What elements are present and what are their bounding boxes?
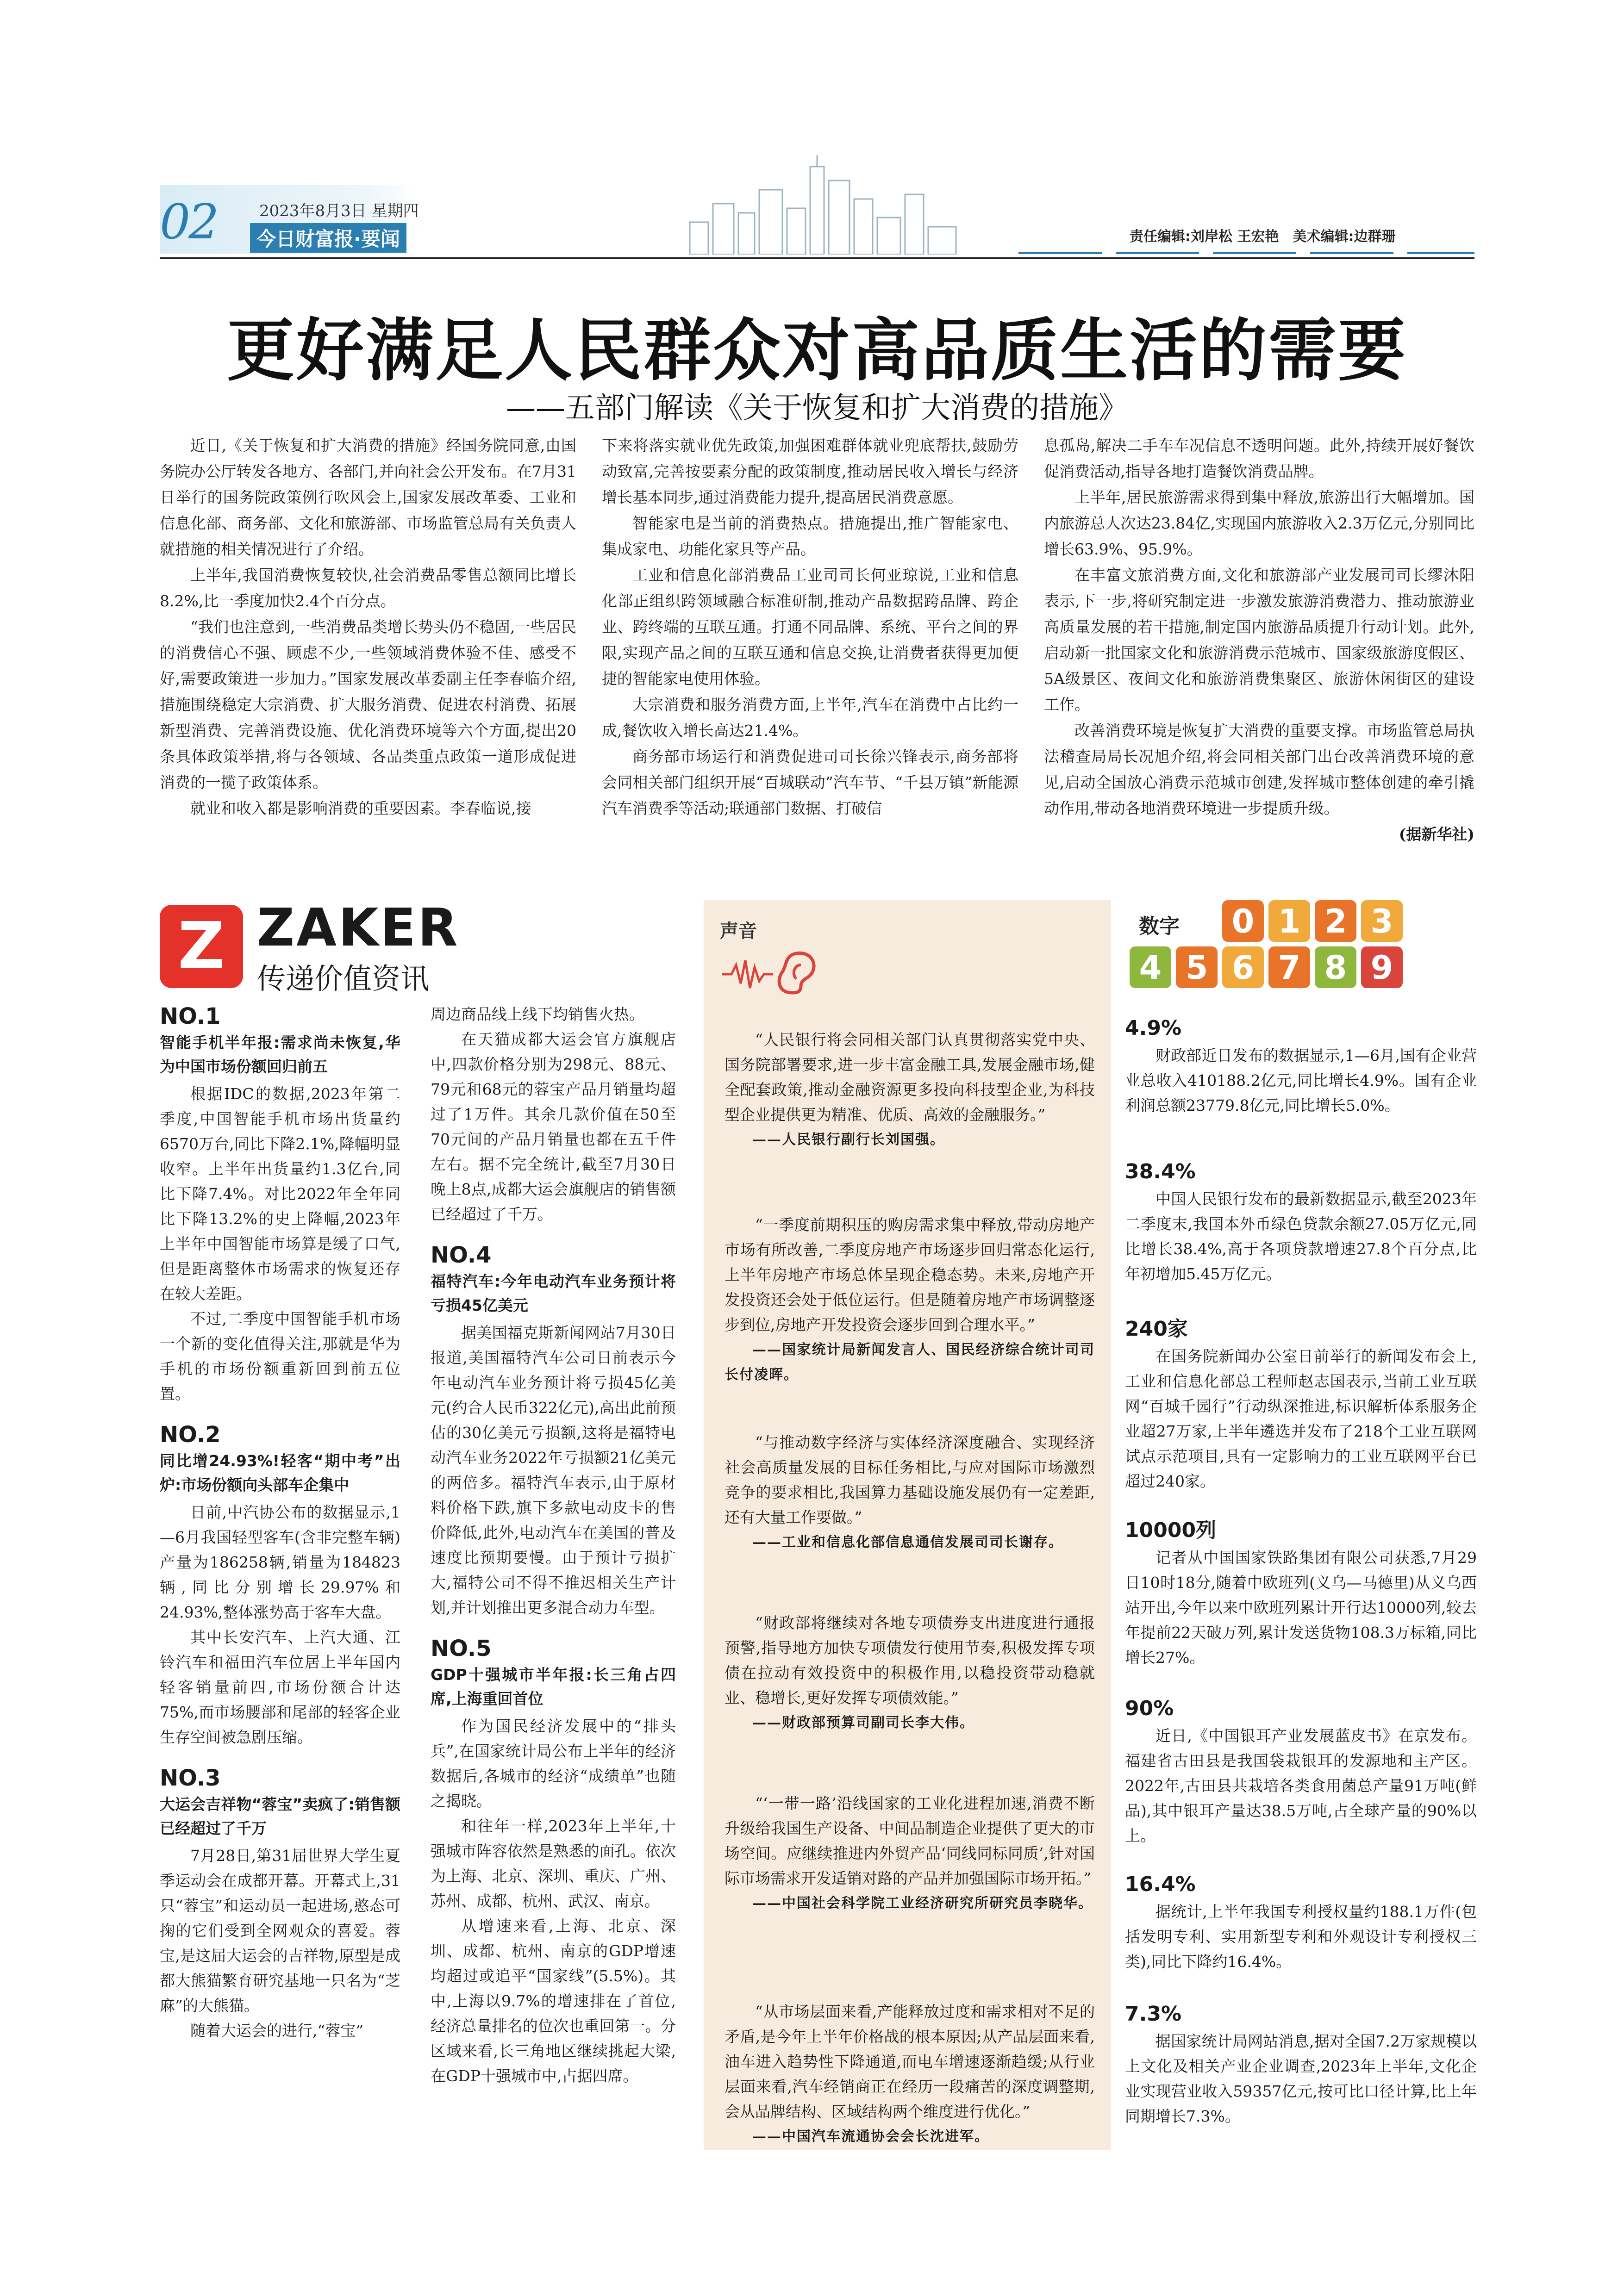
paragraph: 息孤岛,解决二手车车况信息不透明问题。此外,持续开展好餐饮促消费活动,指导各地打造餐饮消费品牌。 [1044,436,1474,480]
paragraph: 从增速来看,上海、北京、深圳、成都、杭州、南京的GDP增速均超过或追平“国家线”(5.5%)。其中,上海以9.7%的增速排在了首位,经济总量排名的位次也重回第一。分区域来看,长三角地区继续挑起大梁,在GDP十强城市中,占据四席。 [431,1917,676,2085]
stat-item [1125,1014,1477,1118]
quote-speaker: ——财政部预算司副司长李大伟。 [752,1715,974,1731]
paper-section: 今日财富报·要闻 [250,223,406,253]
numbers-label: 数字 [1139,915,1180,938]
news-number: NO.2 [160,1422,221,1448]
number-tile-3: 3 [1361,900,1403,942]
paragraph: 下来将落实就业优先政策,加强困难群体就业兜底帮扶,鼓励劳动致富,完善按要素分配的政策制度,推动居民收入增长与经济增长基本同步,通过消费能力提升,提高居民消费意愿。 [602,436,1018,506]
paragraph: 根据IDC的数据,2023年第二季度,中国智能手机市场出货量约6570万台,同比下降2.1%,降幅明显收窄。上半年出货量约1.3亿台,同比下降7.4%。对比2022年全年同比下降13.2%的史上降幅,2023年上半年中国智能市场算是缓了口气,但是距离整体市场需求的恢复还存在较大差距。 [160,1085,400,1303]
voice-quote-5 [725,1791,1095,1916]
quote-text: “人民银行将会同相关部门认真贯彻落实党中央、国务院部署要求,进一步丰富金融工具,发展金融市场,健全配套政策,推动金融资源更多投向科技型企业,为科技型企业提供更为精准、优质、高效的金融服务。” [725,1031,1095,1124]
stat-value: 240家 [1125,1317,1188,1341]
quote-speaker: ——国家统计局新闻发言人、国民经济综合统计司司长付凌晖。 [725,1342,1095,1383]
article-subtitle: ——五部门解读《关于恢复和扩大消费的措施》 [506,391,1128,425]
paragraph: 工业和信息化部消费品工业司司长何亚琼说,工业和信息化部正组织跨领域融合标准研制,推动产品数据跨品牌、跨企业、跨终端的互联互通。打通不同品牌、系统、平台之间的界限,实现产品之间的互联互通和信息交换,让消费者获得更加便捷的智能家电使用体验。 [602,566,1018,688]
paragraph: 上半年,居民旅游需求得到集中释放,旅游出行大幅增加。国内旅游总人次达23.84亿,实现国内旅游收入2.3万亿元,分别同比增长63.9%、95.9%。 [1044,488,1474,558]
number-tile-4: 4 [1130,946,1171,988]
stat-item [1125,1694,1477,1848]
voice-quote-4 [725,1611,1095,1736]
stat-value: 10000列 [1125,1518,1217,1542]
stat-item [1125,1314,1477,1494]
stat-item [1125,1870,1477,1974]
voice-quote-2 [725,1213,1095,1388]
quote-speaker: ——中国社会科学院工业经济研究所研究员李晓华。 [752,1895,1093,1911]
voice-quote-3 [725,1430,1095,1555]
stat-item [1125,1516,1477,1670]
paragraph: 和往年一样,2023年上半年,十强城市阵容依然是熟悉的面孔。依次为上海、北京、深圳、重庆、广州、苏州、成都、杭州、武汉、南京。 [431,1817,676,1910]
header-rule [160,257,1474,259]
paragraph: 周边商品线上线下均销售火热。 [431,1005,644,1023]
paragraph: 其中长安汽车、上汽大通、江铃汽车和福田汽车位居上半年国内轻客销量前四,市场份额合计达75%,而市场腰部和尾部的轻客企业生存空间被急剧压缩。 [160,1628,400,1746]
article-column-3 [1044,433,1474,847]
paragraph: 商务部市场运行和消费促进司司长徐兴锋表示,商务部将会同相关部门组织开展“百城联动”汽车节、“千县万镇”新能源汽车消费季等活动;联通部门数据、打破信 [602,747,1018,817]
paragraph: 在丰富文旅消费方面,文化和旅游部产业发展司司长缪沐阳表示,下一步,将研究制定进一步激发旅游消费潜力、推动旅游业高质量发展的若干措施,制定国内旅游品质提升行动计划。此外,启动新一批国家文化和旅游消费示范城市、国家级旅游度假区、5A级景区、夜间文化和旅游消费集聚区、旅游休闲街区的建设工作。 [1044,566,1474,714]
stat-text: 在国务院新闻办公室日前举行的新闻发布会上,工业和信息化部总工程师赵志国表示,当前工业互联网“百城千园行”行动纵深推进,标识解析体系服务企业超27万家,上半年遴选并发布了218个工业互联网试点示范项目,具有一定影响力的工业互联网平台已超过240家。 [1125,1347,1477,1490]
number-tile-6: 6 [1222,946,1264,988]
paragraph: 在天猫成都大运会官方旗舰店中,四款价格分别为298元、88元、79元和68元的蓉宝产品月销量均超过了1万件。其余几款价值在50至70元间的产品月销量也都在五千件左右。据不完全统计,截至7月30日晚上8点,成都大运会旗舰店的销售额已经超过了千万。 [431,1030,676,1223]
news-number: NO.1 [160,1003,221,1029]
quote-speaker: ——工业和信息化部信息通信发展司司长谢存。 [752,1534,1063,1550]
zaker-column-1 [160,1002,400,2043]
quote-text: “财政部将继续对各地专项债券支出进度进行通报预警,指导地方加快专项债发行使用节奏,积极发挥专项债在拉动有效投资中的积极作用,以稳投资带动稳就业、稳增长,更好发挥专项债效能。” [725,1614,1095,1707]
news-headline: 同比增24.93%!轻客“期中考”出炉:市场份额向头部车企集中 [160,1452,400,1494]
number-tile-7: 7 [1268,946,1310,988]
number-tile-1: 1 [1268,900,1310,942]
voice-quote-1 [725,1027,1095,1152]
zaker-column-2 [431,1002,676,2089]
stat-text: 据统计,上半年我国专利授权量约188.1万件(包括发明专利、实用新型专利和外观设计专利授权三类),同比下降约16.4%。 [1125,1903,1477,1971]
skyline-icon [685,153,963,255]
header-accent-rule [1018,252,1474,254]
stat-item [1125,1999,1477,2129]
zaker-logo-letter: Z [178,908,225,984]
news-number: NO.5 [431,1636,492,1661]
stat-value: 7.3% [1125,2002,1182,2026]
paragraph: 智能家电是当前的消费热点。措施提出,推广智能家电、集成家电、功能化家具等产品。 [602,514,1018,558]
paragraph: 就业和收入都是影响消费的重要因素。李春临说,接 [190,799,531,817]
article-column-2 [602,433,1018,821]
quote-text: “从市场层面来看,产能释放过度和需求相对不足的矛盾,是今年上半年价格战的根本原因;从产品层面来看,油车进入趋势性下降通道,而电车增速逐渐趋缓;从行业层面来看,汽车经销商正在经历一段痛苦的深度调整期,会从品牌结构、区域结构两个维度进行优化。” [725,2003,1095,2121]
paragraph: 作为国民经济发展中的“排头兵”,在国家统计局公布上半年的经济数据后,各城市的经济“成绩单”也随之揭晓。 [431,1717,676,1810]
paragraph: 据美国福克斯新闻网站7月30日报道,美国福特汽车公司日前表示今年电动汽车业务预计将亏损45亿美元(约合人民币322亿元),高出此前预估的30亿美元亏损额,这将是福特电动汽车业务2022年亏损额21亿美元的两倍多。福特汽车表示,由于原材料价格下跌,旗下多款电动皮卡的售价降低,此外,电动汽车在美国的普及速度比预期要慢。由于预计亏损扩大,福特公司不得不推迟相关生产计划,并计划推出更多混合动力车型。 [431,1324,676,1617]
stat-value: 16.4% [1125,1873,1196,1896]
voice-quote-6 [725,1999,1095,2149]
paragraph: 不过,二季度中国智能手机市场一个新的变化值得关注,那就是华为手机的市场份额重新回到前五位置。 [160,1310,400,1403]
stat-text: 据国家统计局网站消息,据对全国7.2万家规模以上文化及相关产业企业调查,2023年上半年,文化企业实现营业收入59357亿元,按可比口径计算,比上年同期增长7.3%。 [1125,2032,1477,2125]
zaker-wordmark: ZAKER [257,898,460,958]
paragraph: 日前,中汽协公布的数据显示,1—6月我国轻型客车(含非完整车辆)产量为186258辆,销量为184823辆,同比分别增长29.97%和24.93%,整体涨势高于客车大盘。 [160,1503,400,1621]
paragraph: 7月28日,第31届世界大学生夏季运动会在成都开幕。开幕式上,31只“蓉宝”和运动员一起进场,憨态可掬的它们受到全网观众的喜爱。蓉宝,是这届大运会的吉祥物,原型是成都大熊猫繁育研究基地一只名为“芝麻”的大熊猫。 [160,1847,400,2015]
paragraph: 近日,《关于恢复和扩大消费的措施》经国务院同意,由国务院办公厅转发各地方、各部门,并向社会公开发布。在7月31日举行的国务院政策例行吹风会上,国家发展改革委、工业和信息化部、商务部、文化和旅游部、市场监管总局有关负责人就措施的相关情况进行了介绍。 [160,436,576,558]
article-source: (据新华社) [1399,825,1474,843]
article-title: 更好满足人民群众对高品质生活的需要 [227,311,1407,390]
issue-date: 2023年8月3日 星期四 [259,202,419,220]
quote-text: “一季度前期积压的购房需求集中释放,带动房地产市场有所改善,二季度房地产市场逐步回归常态化运行,上半年房地产市场总体呈现企稳态势。未来,房地产开发投资还会处于低位运行。但是随着房地产市场调整逐步到位,房地产开发投资会逐步回到合理水平。” [725,1216,1095,1334]
paragraph: 大宗消费和服务消费方面,上半年,汽车在消费中占比约一成,餐饮收入增长高达21.4%。 [602,696,1018,740]
stat-value: 90% [1125,1697,1174,1720]
page-number: 02 [160,193,218,250]
number-tile-2: 2 [1315,900,1356,942]
stat-text: 财政部近日发布的数据显示,1—6月,国有企业营业总收入410188.2亿元,同比增长4.9%。国有企业利润总额23779.8亿元,同比增长5.0%。 [1125,1046,1477,1114]
editor-credits: 责任编辑:刘岸松 王宏艳 美术编辑:边群珊 [1130,229,1396,245]
quote-text: “‘一带一路’沿线国家的工业化进程加速,消费不断升级给我国生产设备、中间品制造企业提供了更大的市场空间。应继续推进内外贸产品‘同线同标同质’,针对国际市场需求开发适销对路的产品并加强国际市场开拓。” [725,1794,1095,1887]
number-tile-5: 5 [1176,946,1218,988]
news-headline: 大运会吉祥物“蓉宝”卖疯了:销售额已经超过了千万 [160,1795,400,1837]
quote-text: “与推动数字经济与实体经济深度融合、实现经济社会高质量发展的目标任务相比,与应对国际市场激烈竞争的要求相比,我国算力基础设施发展仍有一定差距,还有大量工作要做。” [725,1433,1095,1526]
news-number: NO.4 [431,1242,492,1268]
voices-label: 声音 [720,921,757,942]
quote-speaker: ——人民银行副行长刘国强。 [752,1132,945,1148]
number-tile-9: 9 [1361,946,1403,988]
stat-item [1125,1157,1477,1287]
stat-text: 记者从中国国家铁路集团有限公司获悉,7月29日10时18分,随着中欧班列(义乌—马德里)从义乌西站开出,今年以来中欧班列累计开行达10000列,较去年提前22天破万列,累计发送货物108.3万标箱,同比增长27%。 [1125,1549,1477,1667]
number-tile-0: 0 [1222,900,1264,942]
paragraph: 随着大运会的进行,“蓉宝” [190,2022,364,2040]
zaker-tagline: 传递价值资讯 [257,962,430,996]
article-column-1 [160,433,576,821]
paragraph: 上半年,我国消费恢复较快,社会消费品零售总额同比增长8.2%,比一季度加快2.4个百分点。 [160,566,576,610]
paragraph: “我们也注意到,一些消费品类增长势头仍不稳固,一些居民的消费信心不强、顾虑不少,一些领域消费体验不佳、感受不好,需要政策进一步加力。”国家发展改革委副主任李春临介绍,措施围绕稳定大宗消费、扩大服务消费、促进农村消费、拓展新型消费、完善消费设施、优化消费环境等六个方面,提出20条具体政策举措,将与各领域、各品类重点政策一道形成促进消费的一揽子政策体系。 [160,618,576,791]
news-headline: 智能手机半年报:需求尚未恢复,华为中国市场份额回归前五 [160,1033,400,1076]
quote-speaker: ——中国汽车流通协会会长沈进军。 [752,2128,989,2145]
stat-text: 近日,《中国银耳产业发展蓝皮书》在京发布。福建省古田县是我国袋栽银耳的发源地和主产区。2022年,古田县共栽培各类食用菌总产量91万吨(鲜品),其中银耳产量达38.5万吨,占全球产量的90%以上。 [1125,1727,1477,1845]
news-headline: 福特汽车:今年电动汽车业务预计将亏损45亿美元 [431,1272,676,1314]
ear-sound-icon [722,946,824,1002]
stat-value: 38.4% [1125,1160,1196,1183]
paragraph: 改善消费环境是恢复扩大消费的重要支撑。市场监管总局执法稽查局局长况旭介绍,将会同相关部门出台改善消费环境的意见,启动全国放心消费示范城市创建,发挥城市整体创建的牵引撬动作用,带动各地消费环境进一步提质升级。 [1044,722,1474,817]
stat-text: 中国人民银行发布的最新数据显示,截至2023年二季度末,我国本外币绿色贷款余额27.05万亿元,同比增长38.4%,高于各项贷款增速27.8个百分点,比年初增加5.45万亿元。 [1125,1190,1477,1283]
stat-value: 4.9% [1125,1016,1182,1040]
news-headline: GDP十强城市半年报:长三角占四席,上海重回首位 [431,1666,676,1708]
news-number: NO.3 [160,1765,221,1791]
number-tile-8: 8 [1315,946,1356,988]
